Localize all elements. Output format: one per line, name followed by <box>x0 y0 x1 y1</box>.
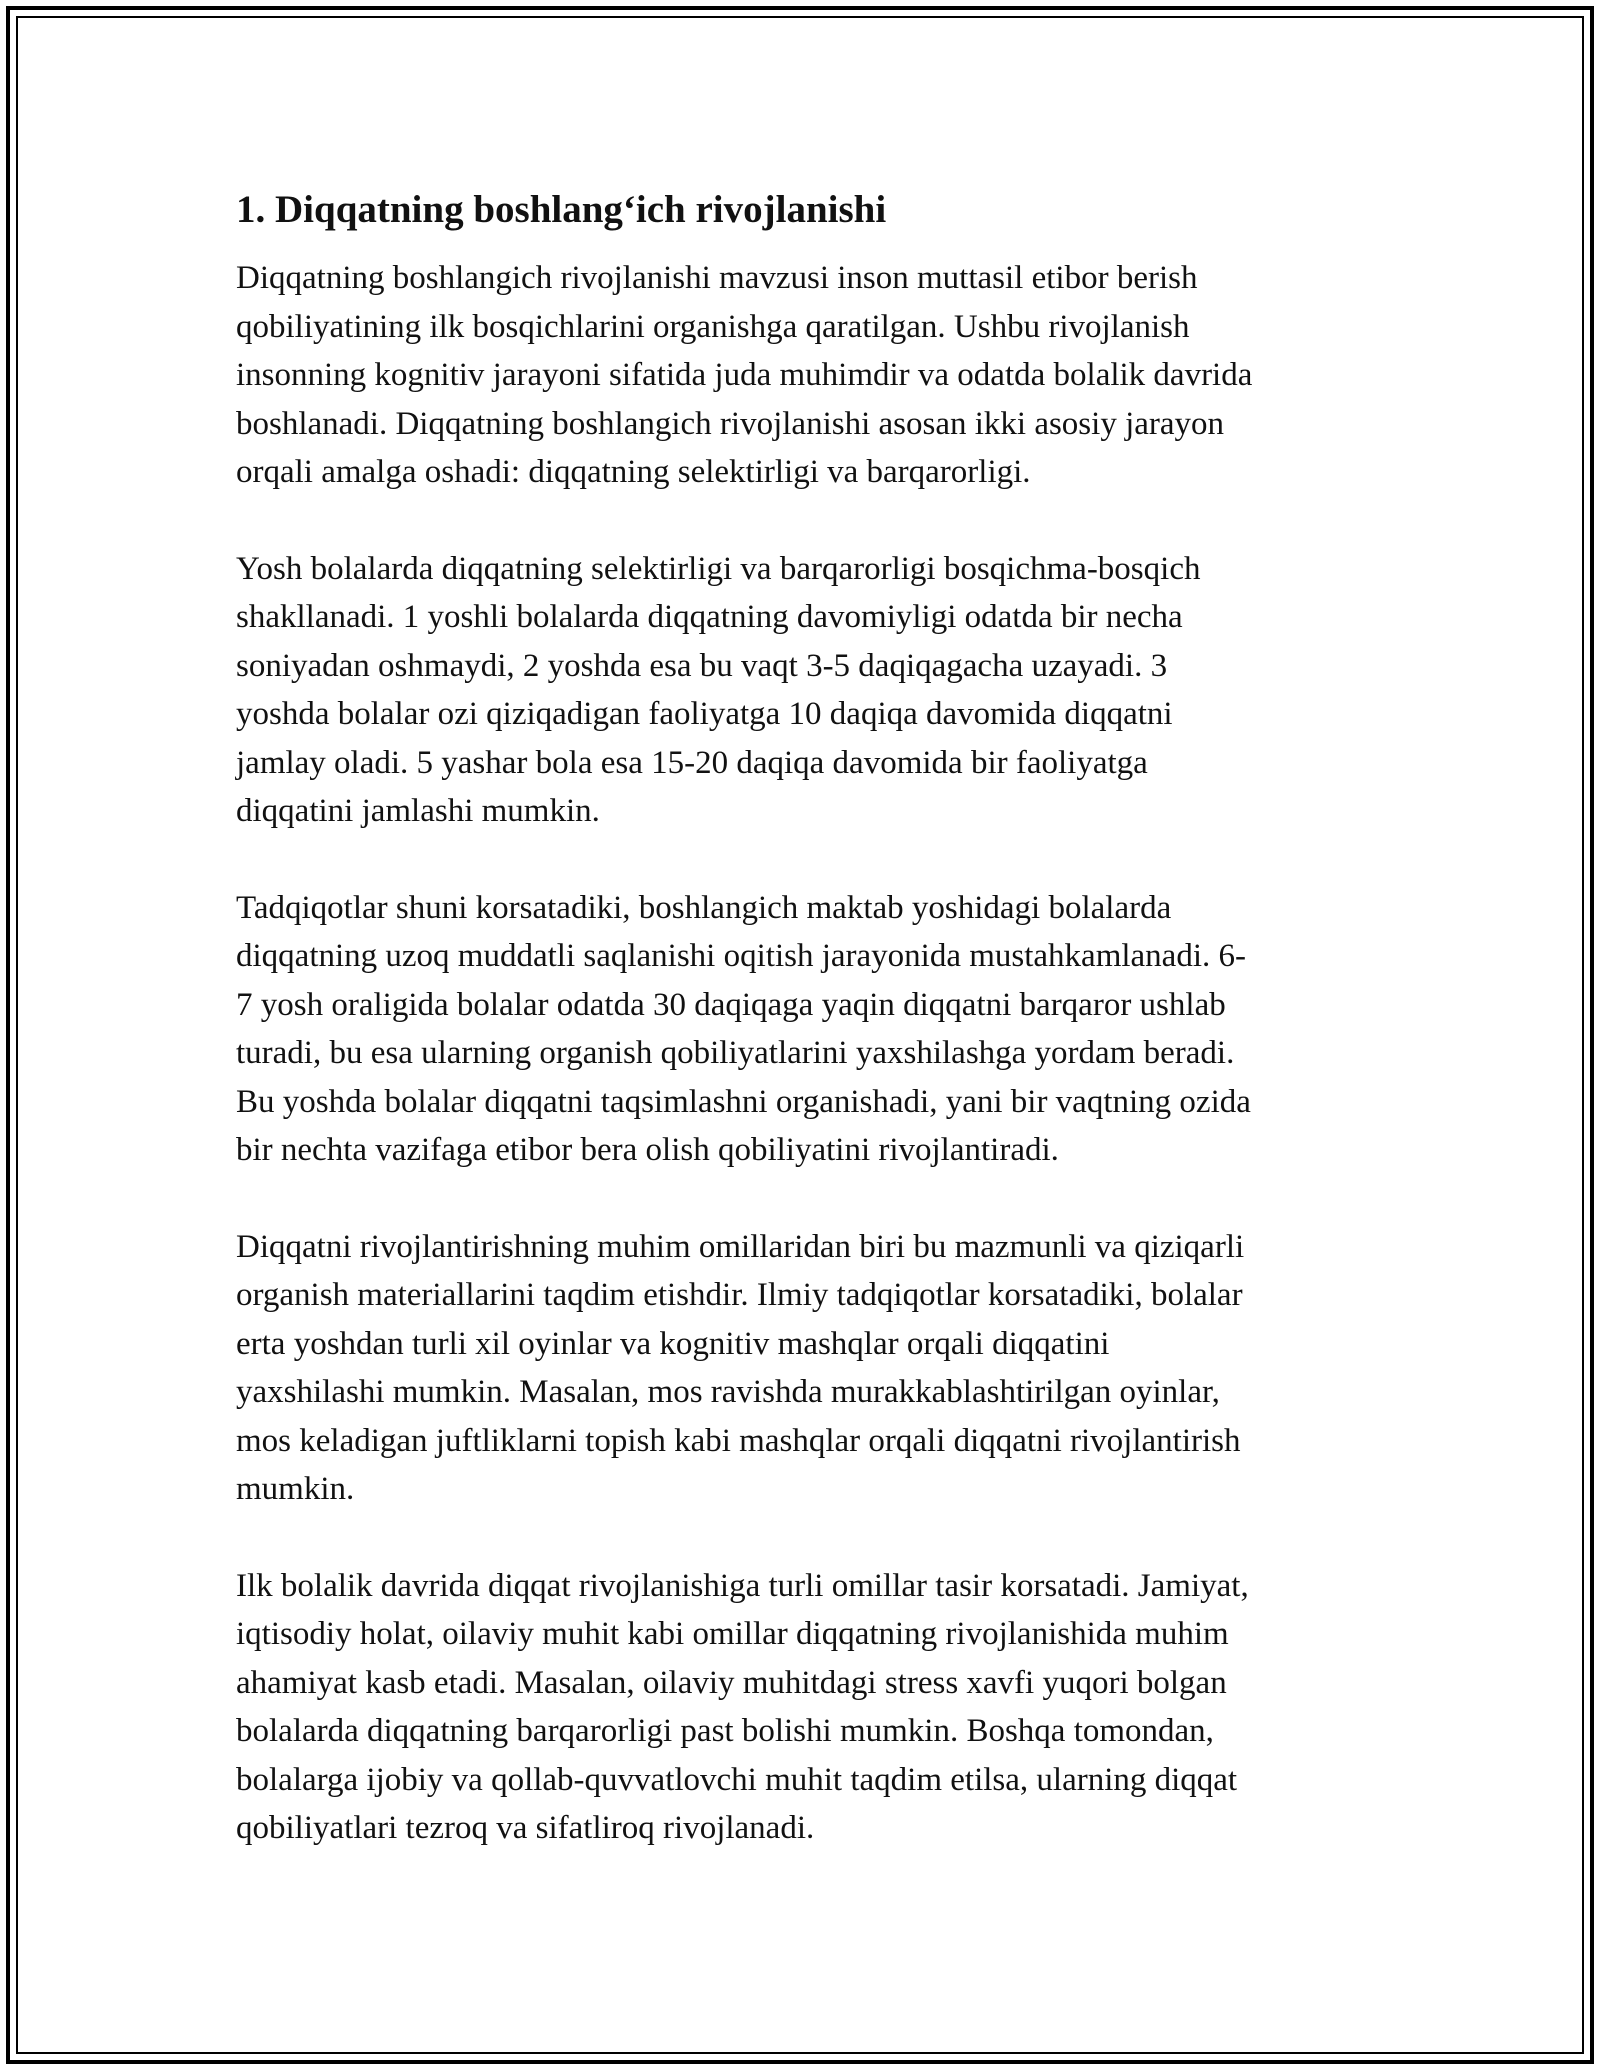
text-line: yaxshilashi mumkin. Masalan, mos ravishda murakkablashtirilgan oyinlar, <box>236 1374 1220 1410</box>
paragraph-3 <box>236 884 1364 1175</box>
text-line: diqqatini jamlashi mumkin. <box>236 793 600 829</box>
text-line: iqtisodiy holat, oilaviy muhit kabi omillar diqqatning rivojlanishida muhim <box>236 1616 1229 1652</box>
text-line: Ilk bolalik davrida diqqat rivojlanishiga turli omillar tasir korsatadi. Jamiyat, <box>236 1567 1249 1604</box>
text-line: erta yoshdan turli xil oyinlar va kognitiv mashqlar orqali diqqatini <box>236 1325 1110 1362</box>
paragraph-1 <box>236 254 1364 497</box>
text-line: boshlanadi. Diqqatning boshlangich rivojlanishi asosan ikki asosiy jarayon <box>236 405 1225 442</box>
text-line: diqqatning uzoq muddatli saqlanishi oqitish jarayonida mustahkamlanadi. 6- <box>236 938 1246 974</box>
text-line: yoshda bolalar ozi qiziqadigan faoliyatga 10 daqiqa davomida diqqatni <box>236 696 1173 732</box>
text-line: jamlay oladi. 5 yashar bola esa 15-20 daqiqa davomida bir faoliyatga <box>236 744 1148 781</box>
text-line: shakllanadi. 1 yoshli bolalarda diqqatning davomiyligi odatda bir necha <box>236 599 1183 635</box>
text-line: mumkin. <box>236 1471 355 1507</box>
text-line: turadi, bu esa ularning organish qobiliyatlarini yaxshilashga yordam beradi. <box>236 1035 1235 1071</box>
text-line: 7 yosh oraligida bolalar odatda 30 daqiqaga yaqin diqqatni barqaror ushlab <box>236 986 1226 1023</box>
paragraph-2 <box>236 545 1364 836</box>
document-body <box>236 186 1364 1901</box>
text-line: qobiliyatining ilk bosqichlarini organishga qaratilgan. Ushbu rivojlanish <box>236 308 1190 345</box>
text-line: organish materiallarini taqdim etishdir. Ilmiy tadqiqotlar korsatadiki, bolalar <box>236 1277 1243 1313</box>
text-line: ahamiyat kasb etadi. Masalan, oilaviy muhitdagi stress xavfi yuqori bolgan <box>236 1664 1227 1701</box>
text-line: mos keladigan juftliklarni topish kabi mashqlar orqali diqqatni rivojlantirish <box>236 1422 1241 1459</box>
section-heading: 1. Diqqatning boshlang‘ich rivojlanishi <box>236 188 887 231</box>
text-line: insonning kognitiv jarayoni sifatida juda muhimdir va odatda bolalik davrida <box>236 357 1253 393</box>
text-line: qobiliyatlari tezroq va sifatliroq rivojlanadi. <box>236 1810 815 1846</box>
text-line: bolalarda diqqatning barqarorligi past bolishi mumkin. Boshqa tomondan, <box>236 1713 1214 1749</box>
text-line: Tadqiqotlar shuni korsatadiki, boshlangich maktab yoshidagi bolalarda <box>236 889 1172 926</box>
paragraph-4 <box>236 1223 1364 1514</box>
text-line: orqali amalga oshadi: diqqatning selektirligi va barqarorligi. <box>236 454 1031 490</box>
text-line: Yosh bolalarda diqqatning selektirligi va barqarorligi bosqichma-bosqich <box>236 550 1201 587</box>
text-line: bolalarga ijobiy va qollab-quvvatlovchi muhit taqdim etilsa, ularning diqqat <box>236 1761 1238 1798</box>
text-line: soniyadan oshmaydi, 2 yoshda esa bu vaqt 3-5 daqiqagacha uzayadi. 3 <box>236 647 1168 684</box>
text-line: bir nechta vazifaga etibor bera olish qobiliyatini rivojlantiradi. <box>236 1132 1059 1168</box>
text-line: Diqqatning boshlangich rivojlanishi mavzusi inson muttasil etibor berish <box>236 260 1198 296</box>
text-line: Bu yoshda bolalar diqqatni taqsimlashni organishadi, yani bir vaqtning ozida <box>236 1083 1251 1120</box>
paragraph-5 <box>236 1562 1364 1853</box>
text-line: Diqqatni rivojlantirishning muhim omillaridan biri bu mazmunli va qiziqarli <box>236 1228 1245 1265</box>
